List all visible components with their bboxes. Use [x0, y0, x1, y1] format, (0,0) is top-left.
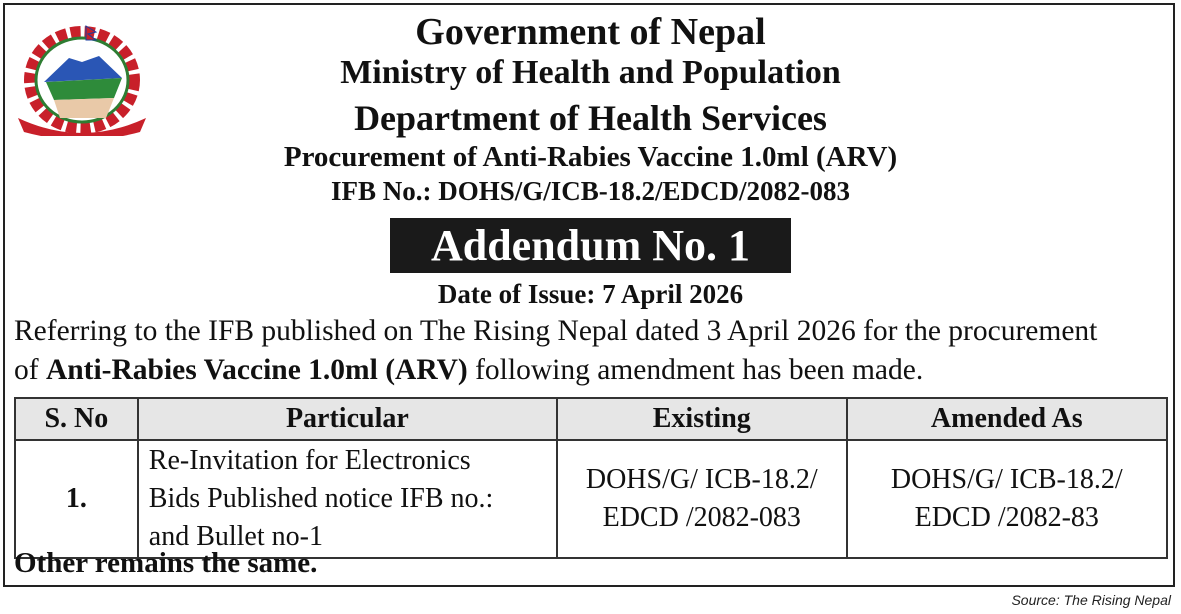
date-of-issue: Date of Issue: 7 April 2026 — [437, 279, 744, 309]
amended-line: EDCD /2082-83 — [914, 502, 1099, 533]
cell-amended — [847, 440, 1167, 558]
header-existing: Existing — [557, 398, 847, 440]
procurement-title: Procurement of Anti-Rabies Vaccine 1.0ml (ARV) — [283, 141, 898, 173]
cell-particular — [138, 440, 557, 558]
ifb-number: IFB No.: DOHS/G/ICB-18.2/EDCD/2082-083 — [330, 176, 851, 206]
header-amended: Amended As — [847, 398, 1167, 440]
particular-line: Bids Published notice IFB no.: — [148, 483, 494, 514]
department-title: Department of Health Services — [354, 98, 827, 138]
amendment-table — [14, 397, 1168, 559]
cell-existing — [557, 440, 847, 558]
table-row — [15, 440, 1167, 558]
cell-sno: 1. — [15, 440, 138, 558]
particular-line: and Bullet no-1 — [148, 521, 323, 552]
paragraph-prefix: of — [14, 354, 46, 386]
government-title: Government of Nepal — [415, 11, 766, 53]
paragraph-suffix: following amendment has been made. — [467, 354, 924, 386]
addendum-heading: Addendum No. 1 — [390, 218, 791, 273]
existing-line: EDCD /2082-083 — [602, 502, 801, 533]
paragraph-bold-item: Anti-Rabies Vaccine 1.0ml (ARV) — [45, 354, 468, 386]
ministry-title: Ministry of Health and Population — [340, 54, 841, 91]
table-header-row — [15, 398, 1167, 440]
source-credit: Source: The Rising Nepal — [1011, 592, 1171, 608]
existing-line: DOHS/G/ ICB-18.2/ — [585, 464, 818, 495]
particular-line: Re-Invitation for Electronics — [148, 445, 471, 476]
header-sno: S. No — [15, 398, 138, 440]
paragraph-line-2 — [14, 354, 923, 387]
amended-line: DOHS/G/ ICB-18.2/ — [890, 464, 1123, 495]
header-particular: Particular — [138, 398, 557, 440]
footer-note: Other remains the same. — [14, 547, 318, 579]
paragraph-line-1: Referring to the IFB published on The Rising Nepal dated 3 April 2026 for the procurement — [14, 315, 1098, 347]
